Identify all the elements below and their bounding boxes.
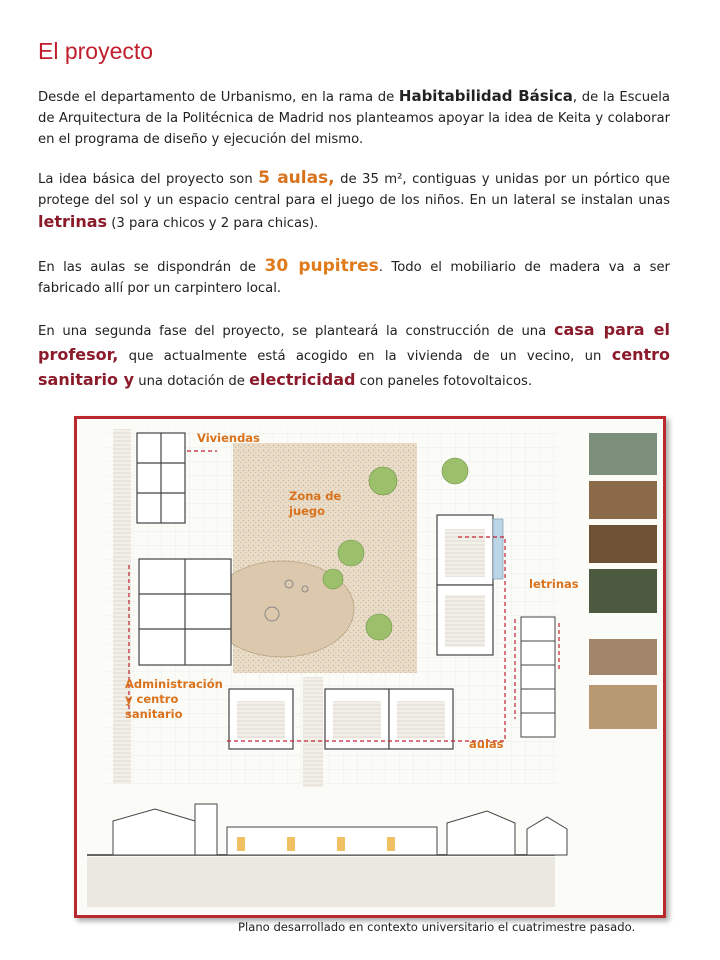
- p1-text-c: , de la Escuela de Arquitectura de la Politécnica de Madrid nos planteamos apoyar la idea de Keita y colaborar en el programa de diseño y ejecución del mismo.: [38, 90, 671, 147]
- plan-caption: Plano desarrollado en contexto universitario el cuatrimestre pasado.: [238, 920, 636, 934]
- paragraph-1: [38, 86, 670, 150]
- label-administracion: Administración y centro sanitario: [125, 677, 223, 721]
- site-plan-drawing: [77, 419, 663, 915]
- p4-highlight-electricidad: electricidad: [249, 370, 356, 389]
- p3-text-c: . Todo el mobiliario de madera va a ser fabricado allí por un carpintero local.: [38, 260, 670, 296]
- photo-teacher: [589, 569, 657, 613]
- paragraph-2: [38, 168, 670, 234]
- photo-school-interior: [589, 525, 657, 563]
- tree: [442, 458, 468, 484]
- p4-text-c: que actualmente está acogido en la vivienda de un vecino, un: [118, 349, 612, 364]
- tree: [366, 614, 392, 640]
- photo-students: [589, 433, 657, 475]
- tree: [369, 467, 397, 495]
- housing-block: [137, 433, 185, 523]
- p4-text-e: una dotación de: [134, 374, 250, 389]
- latrines: [521, 617, 555, 737]
- p4-text-g: con paneles fotovoltaicos.: [355, 374, 533, 389]
- p3-highlight-pupitres: 30 pupitres: [264, 256, 379, 276]
- page-title: El proyecto: [38, 38, 154, 64]
- p2-text-e: (3 para chicos y 2 para chicas).: [107, 216, 319, 231]
- tree: [323, 569, 343, 589]
- p2-text-a: La idea básica del proyecto son: [38, 172, 259, 187]
- label-zona-juego: Zona de juego: [289, 489, 342, 518]
- south-path: [303, 677, 323, 787]
- photo-latrine: [589, 685, 657, 729]
- label-letrinas: letrinas: [529, 577, 579, 591]
- p4-highlight-centro: centro sanitario y: [38, 345, 670, 389]
- section-ground: [87, 857, 555, 907]
- p3-text-a: En las aulas se dispondrán de: [38, 260, 265, 275]
- p2-highlight-letrinas: letrinas: [38, 212, 108, 231]
- latrines-block: [521, 617, 555, 737]
- photo-classroom: [589, 481, 657, 519]
- tree: [338, 540, 364, 566]
- p2-highlight-aulas: 5 aulas,: [258, 168, 335, 188]
- p4-text-a: En una segunda fase del proyecto, se planteará la construcción de una: [38, 324, 554, 339]
- p4-highlight-casa: casa para el profesor,: [38, 320, 670, 364]
- water-tank: [493, 519, 503, 579]
- p1-highlight: Habitabilidad Básica: [398, 87, 573, 105]
- p2-text-c: de 35 m², contiguas y unidas por un pórtico que protege del sol y un espacio central para el juego de los niños. En un lateral se instalan unas: [38, 172, 670, 208]
- photo-outdoor: [589, 639, 657, 675]
- site-plan-frame: [74, 416, 666, 918]
- west-path: [113, 429, 131, 784]
- paragraph-3: [38, 256, 670, 299]
- paragraph-4: [38, 318, 670, 393]
- label-viviendas: Viviendas: [197, 431, 260, 445]
- p1-text-a: Desde el departamento de Urbanismo, en la rama de: [38, 90, 399, 105]
- label-aulas: aulas: [469, 737, 504, 751]
- admin-block: [139, 559, 231, 665]
